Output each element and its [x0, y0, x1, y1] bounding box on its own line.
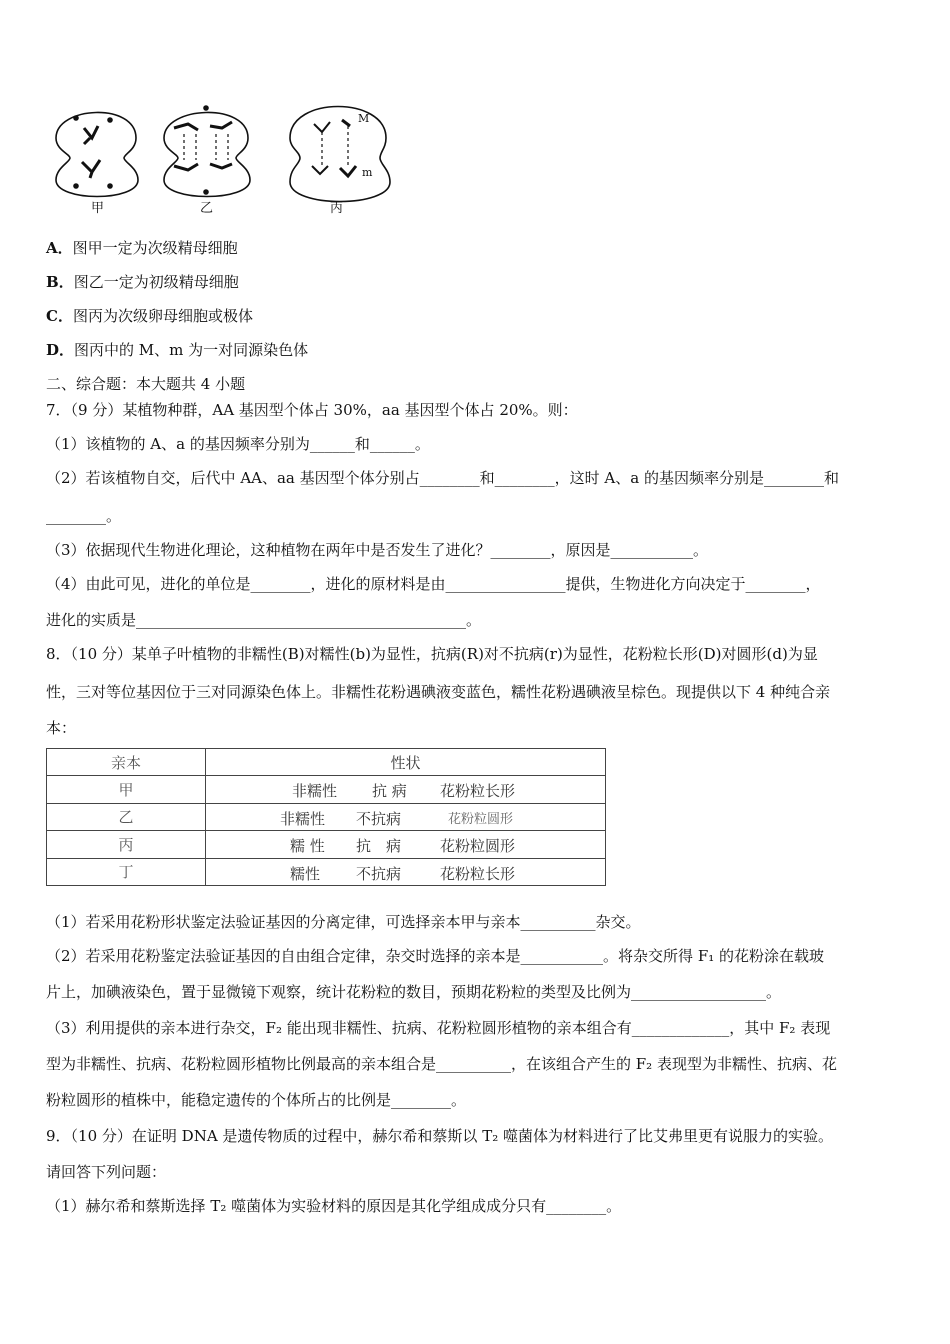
table-cell-parent: 丁: [47, 858, 206, 885]
trait-pollen-shape: 花粉粒圆形: [448, 811, 514, 827]
option-a: A．图甲一定为次级精母细胞: [46, 239, 238, 257]
gene-label-m: m: [362, 166, 373, 179]
trait-glutinous: 非糯性: [292, 782, 338, 801]
figure-label-jia: 甲: [91, 201, 105, 216]
table-header-traits: 性状: [206, 749, 606, 776]
figure-label-yi: 乙: [200, 201, 214, 216]
trait-resistance: 抗 病: [356, 837, 402, 856]
cell-division-figure: [46, 98, 406, 216]
trait-glutinous: 糯 性: [290, 837, 325, 856]
trait-resistance: 不抗病: [356, 809, 402, 828]
table-cell-parent: 甲: [47, 776, 206, 803]
q8-part1: （1）若采用花粉形状鉴定法验证基因的分离定律，可选择亲本甲与亲本__________杂交。: [46, 913, 641, 931]
trait-pollen-shape: 花粉粒圆形: [440, 837, 516, 856]
table-row: [47, 776, 606, 803]
figure-label-bing: 丙: [330, 201, 344, 216]
q8-part2-line1: （2）若采用花粉鉴定法验证基因的自由组合定律，杂交时选择的亲本是___________。将杂交所得 F₁ 的花粉涂在载玻: [46, 947, 825, 965]
trait-pollen-shape: 花粉粒长形: [440, 782, 516, 801]
q9-stem-line1: 9．（10 分）在证明 DNA 是遗传物质的过程中，赫尔希和蔡斯以 T₂ 噬菌体为材料进行了比艾弗里更有说服力的实验。: [46, 1127, 833, 1145]
gene-label-M: M: [358, 112, 370, 125]
trait-resistance: 抗 病: [372, 782, 407, 801]
cell-jia: [56, 112, 138, 196]
option-b: B．图乙一定为初级精母细胞: [46, 273, 239, 291]
table-header-parent: 亲本: [47, 749, 206, 776]
trait-glutinous: 糯性: [290, 864, 321, 883]
q8-part3-line2: 型为非糯性、抗病、花粉粒圆形植物比例最高的亲本组合是__________，在该组合产生的 F₂ 表现型为非糯性、抗病、花: [46, 1055, 837, 1073]
trait-resistance: 不抗病: [356, 864, 402, 883]
q7-stem: 7．（9 分）某植物种群，AA 基因型个体占 30%，aa 基因型个体占 20%。则：: [46, 401, 578, 419]
q8-stem-line3: 本：: [46, 719, 77, 737]
table-header-row: [47, 749, 606, 776]
table-cell-traits: [206, 831, 606, 858]
q8-part3-line1: （3）利用提供的亲本进行杂交，F₂ 能出现非糯性、抗病、花粉粒圆形植物的亲本组合有_____________，其中 F₂ 表现: [46, 1019, 831, 1037]
q9-part1: （1）赫尔希和蔡斯选择 T₂ 噬菌体为实验材料的原因是其化学组成成分只有________。: [46, 1197, 622, 1215]
q7-part1: （1）该植物的 A、a 的基因频率分别为______和______。: [46, 435, 430, 453]
q7-part4-line2: 进化的实质是____________________________________________。: [46, 611, 482, 629]
table-cell-traits: [206, 858, 606, 885]
q8-part2-line2: 片上，加碘液染色，置于显微镜下观察，统计花粉粒的数目，预期花粉粒的类型及比例为__________________。: [46, 983, 782, 1001]
table-cell-parent: 乙: [47, 803, 206, 830]
q8-part3-line3: 粉粒圆形的植株中，能稳定遗传的个体所占的比例是________。: [46, 1091, 467, 1109]
option-d: D．图丙中的 M、m 为一对同源染色体: [46, 341, 309, 359]
q7-part2-line1: （2）若该植物自交，后代中 AA、aa 基因型个体分别占________和________，这时 A、a 的基因频率分别是________和: [46, 469, 839, 487]
q7-part2-line2: ________。: [46, 507, 122, 525]
table-row: [47, 803, 606, 830]
table-row: [47, 858, 606, 885]
parent-traits-table: [46, 748, 606, 886]
q8-stem-line1: 8．（10 分）某单子叶植物的非糯性(B)对糯性(b)为显性，抗病(R)对不抗病(r)为显性，花粉粒长形(D)对圆形(d)为显: [46, 645, 818, 663]
q8-stem-line2: 性，三对等位基因位于三对同源染色体上。非糯性花粉遇碘液变蓝色，糯性花粉遇碘液呈棕色。现提供以下 4 种纯合亲: [46, 683, 831, 701]
q7-part4-line1: （4）由此可见，进化的单位是________，进化的原材料是由________________提供，生物进化方向决定于________，: [46, 575, 821, 593]
trait-pollen-shape: 花粉粒长形: [440, 864, 516, 883]
q9-stem-line2: 请回答下列问题：: [46, 1163, 167, 1181]
cell-bing: [290, 107, 390, 202]
option-c: C．图丙为次级卵母细胞或极体: [46, 307, 253, 325]
trait-glutinous: 非糯性: [280, 809, 326, 828]
table-row: [47, 831, 606, 858]
table-cell-traits: [206, 776, 606, 803]
table-cell-traits: [206, 803, 606, 830]
table-cell-parent: 丙: [47, 831, 206, 858]
cell-yi: [164, 106, 250, 197]
section-title: 二、综合题：本大题共 4 小题: [46, 375, 246, 393]
q7-part3: （3）依据现代生物进化理论，这种植物在两年中是否发生了进化？________，原因是___________。: [46, 541, 709, 559]
